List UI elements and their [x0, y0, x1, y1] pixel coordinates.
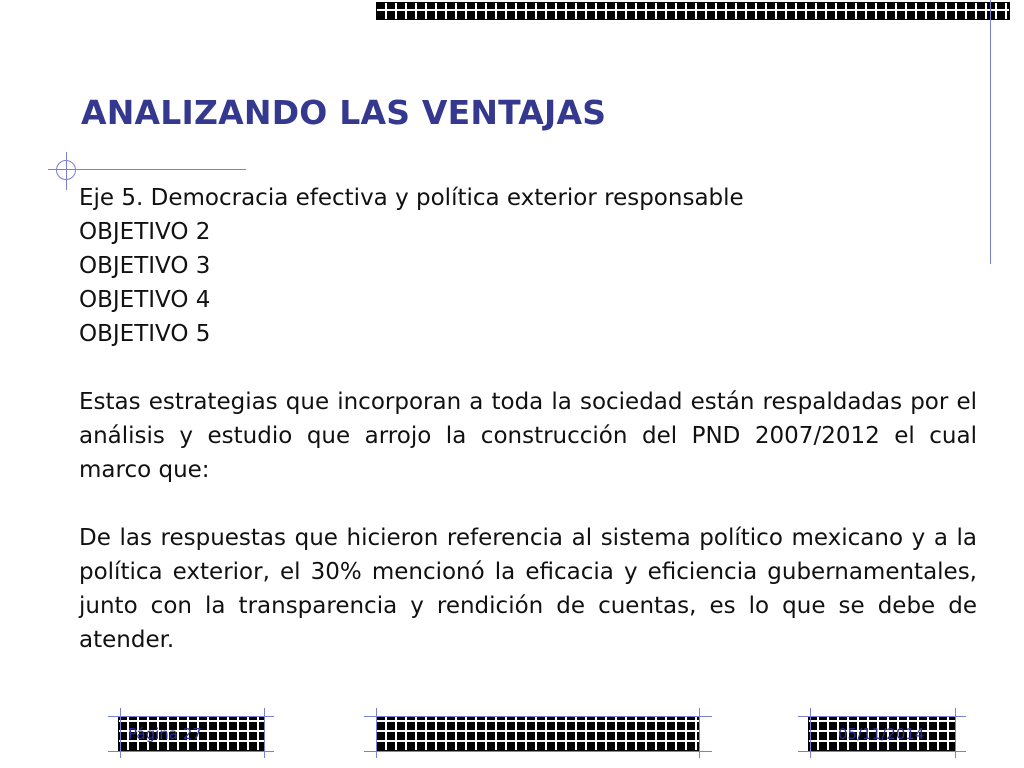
left-horizontal-rule [48, 169, 246, 170]
objective-line: OBJETIVO 5 [79, 321, 211, 347]
slide-date: 05/11/2014 [838, 725, 925, 743]
footer-left-rule-bottom [108, 751, 274, 752]
footer-right-tick [810, 708, 811, 758]
paragraph-responses: De las respuestas que hicieron referencia al sistema político mexicano y a la política exterior, el 30% mencionó la eficacia y eficiencia gubernamentales, junto con la transparencia y rendición de cuentas, es lo que se debe de atender. [79, 525, 977, 653]
footer-center-tick [376, 708, 377, 758]
footer-left-tick [120, 708, 121, 758]
right-vertical-rule [990, 0, 991, 264]
footer-center-rule-bottom [364, 751, 712, 752]
footer-center-tick [699, 708, 700, 758]
corner-circle-ornament [56, 160, 76, 180]
top-decorative-strip [376, 2, 1010, 20]
slide-title: ANALIZANDO LAS VENTAJAS [81, 93, 607, 132]
page-number: Página 27 [128, 725, 202, 743]
objective-line: OBJETIVO 2 [79, 219, 211, 245]
slide-body [79, 181, 977, 657]
footer-left-rule [108, 716, 274, 717]
footer-right-tick [955, 708, 956, 758]
footer-center-rule [364, 716, 712, 717]
footer-right-rule-bottom [798, 751, 966, 752]
paragraph-strategies: Estas estrategias que incorporan a toda la sociedad están respaldadas por el análisis y estudio que arrojo la construcción del PND 2007/2012 el cual marco que: [79, 389, 977, 483]
footer-center-strip [376, 716, 700, 751]
objective-line: OBJETIVO 3 [79, 253, 211, 279]
footer-right-rule [798, 716, 966, 717]
objective-line: OBJETIVO 4 [79, 287, 211, 313]
footer-left-tick [264, 708, 265, 758]
axis-line: Eje 5. Democracia efectiva y política exterior responsable [79, 185, 744, 211]
